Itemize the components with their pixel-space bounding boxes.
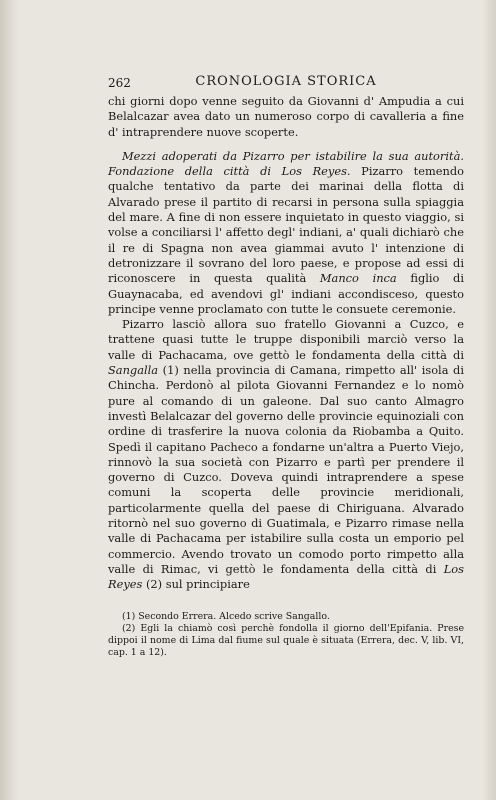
paragraph-text: (1) nella provincia di Camana, rimpetto all' isola di Chincha. Perdonò al pilota Giovanni Fernandez e lo nomò pure al comando di un galeone. Dal suo canto Almagro investì Belalcazar del governo delle provincie equinoziali con ordine di trasferire la nuova colonia da Riobamba a Quito. Spedì il capitano Pacheco a fondarne un'altra a Puerto Viejo, rinnovò la sua società con Pizarro e partì per prendere il governo di Cuzco. Doveva quindi intraprendere a spese comuni la scoperta delle provincie meridionali, particolarmente quella del paese di Chiriguana. Alvarado ritornò nel suo governo di Guatimala, e Pizarro rimase nella valle di Pachacama per istabilire sulla costa un emporio pel commercio. Avendo trovato un comodo porto rimpetto alla valle di Rimac, vi gettò le fondamenta della città di: [108, 363, 464, 576]
paragraph-text: Pizarro lasciò allora suo fratello Giovanni a Cuzco, e trattene quasi tutte le truppe disponibili marciò verso la valle di Pachacama, ove gettò le fondamenta della città di: [108, 317, 464, 362]
footnotes: [108, 611, 464, 660]
body-text: [108, 94, 464, 593]
page-shadow-left: [0, 0, 18, 800]
footnote: (1) Secondo Errera. Alcedo scrive Sangallo.: [122, 610, 330, 622]
page-shadow-right: [482, 0, 496, 800]
paragraph-text: (2) sul principiare: [142, 577, 250, 592]
paragraph-text: figlio di Guaynacaba, ed avendovi gl' indiani accondisceso, questo principe venne proclamato con tutte le consuete ceremonie.: [108, 271, 464, 316]
italic-place: Sangalla: [108, 363, 159, 378]
paragraph: [108, 317, 464, 592]
section-heading: Mezzi adoperati da Pizarro per istabilire la sua autorità. Fondazione della città di Los Reyes.: [108, 148, 464, 179]
footnote: (2) Egli la chiamò così perchè fondolla il giorno dell'Epifania. Prese dippoi il nome di Lima dal fiume sul quale è situata (Errera, dec. V, lib. VI, cap. 1 a 12).: [108, 622, 464, 659]
page-number: 262: [108, 76, 131, 90]
running-header: [108, 72, 464, 94]
italic-place: Los Reyes: [108, 561, 464, 592]
book-page: [108, 72, 464, 659]
paragraph-section-heading: [108, 149, 464, 317]
running-title: CRONOLOGIA STORICA: [195, 74, 377, 89]
paragraph-text: Pizarro temendo qualche tentativo da parte dei marinai della flotta di Alvarado prese il partito di recarsi in persona sulla spiaggia del mare. A fine di non essere inquietato in questo viaggio, si volse a conciliarsi l' affetto degl' indiani, a' quali dichiarò che il re di Spagna non avea giammai avuto l' intenzione di detronizzare il sovrano del loro paese, e propose ad essi di riconoscere in questa qualità: [108, 164, 465, 286]
italic-name: Manco inca: [319, 271, 397, 286]
paragraph-continued: chi giorni dopo venne seguito da Giovanni d' Ampudia a cui Belalcazar avea dato un numeroso corpo di cavalleria a fine d' intraprendere nuove scoperte.: [108, 94, 464, 139]
